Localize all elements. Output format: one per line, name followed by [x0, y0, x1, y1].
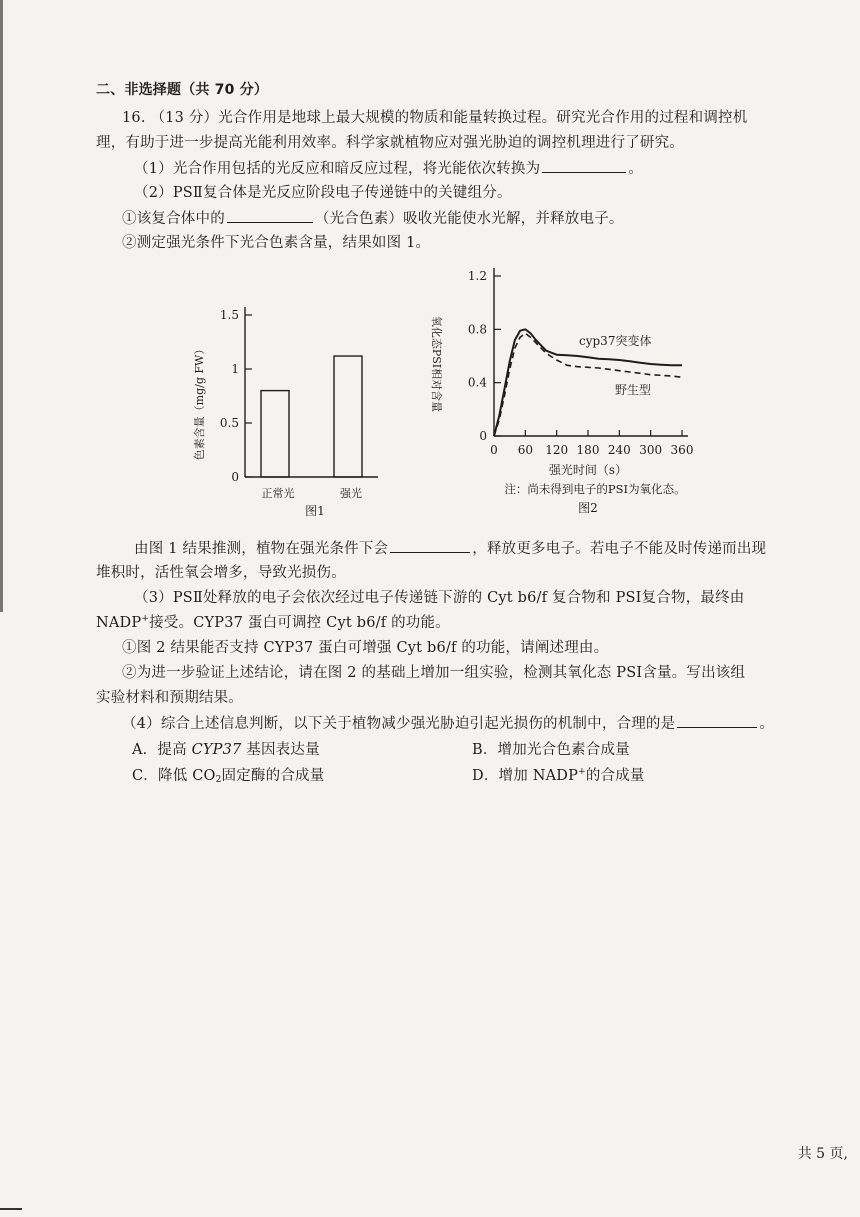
answer-blank-1[interactable] [542, 158, 626, 173]
q16-part2-sub1 [122, 208, 624, 229]
option-a-suffix: 基因表达量 [241, 742, 320, 758]
fig1-y-tick-label: 0.5 [219, 416, 239, 430]
q16-intro-line-2: 理，有助于进一步提高光能利用效率。科学家就植物应对强光胁迫的调控机理进行了研究。 [96, 135, 684, 151]
fig1-category-label: 正常光 [261, 487, 295, 500]
nadp-text: NADP [96, 615, 142, 631]
option-d[interactable] [472, 766, 645, 786]
q16-part3-line-2 [96, 613, 450, 633]
q16-part3-question-1: ①图 2 结果能否支持 CYP37 蛋白可增强 Cyt b6/f 的功能，请阐述理由。 [122, 640, 609, 656]
fig2-x-tick-label: 180 [576, 443, 600, 457]
fig1-y-tick-label: 1.5 [219, 308, 239, 322]
fig2-x-tick-label: 240 [607, 443, 631, 457]
fig2-x-tick-label: 60 [517, 443, 533, 457]
fig1-y-axis-label: 色素含量（mg/g FW） [193, 343, 206, 461]
fig2-y-tick-label: 0.8 [467, 322, 487, 337]
option-d-suffix: 的合成量 [585, 768, 645, 784]
fig1-labels [192, 308, 362, 518]
q16-part1 [134, 158, 643, 179]
option-a-gene: CYP37 [191, 742, 242, 758]
q16-after-fig-text: 由图 1 结果推测，植物在强光条件下会 [134, 541, 389, 557]
fig2-x-tick-label: 300 [639, 443, 663, 457]
q16-intro-line-1: 16. （13 分）光合作用是地球上最大规模的物质和能量转换过程。研究光合作用的过程和调控机 [122, 110, 748, 126]
q16-part4 [122, 713, 774, 734]
q16-after-fig-line-1 [134, 538, 766, 559]
section-title: 二、非选择题（共 70 分） [96, 82, 269, 98]
q16-part3-question-2a: ②为进一步验证上述结论，请在图 2 的基础上增加一组实验，检测其氧化态 PSⅠ含量。写出该组 [122, 665, 746, 681]
fig2-caption: 图2 [578, 501, 598, 515]
q16-part4-end: 。 [759, 716, 775, 732]
fig2-x-axis-label: 强光时间（s） [548, 463, 628, 477]
fig1-y-tick-label: 1 [231, 362, 239, 376]
option-c-suffix: 固定酶的合成量 [221, 768, 325, 784]
q16-after-fig-text-2: ，释放更多电子。若电子不能及时传递而出现 [472, 541, 767, 557]
answer-blank-4[interactable] [677, 713, 757, 728]
fig1-category-label: 强光 [340, 487, 362, 500]
option-c[interactable] [132, 766, 324, 786]
answer-blank-2[interactable] [227, 208, 313, 223]
q16-part3-question-2b: 实验材料和预期结果。 [96, 690, 243, 706]
option-c-sub: 2 [215, 775, 222, 785]
fig2-y-tick-label: 0 [479, 429, 487, 443]
q16-part2: （2）PSⅡ复合体是光反应阶段电子传递链中的关键组分。 [134, 185, 512, 201]
fig2-y-axis-label: 氧化态PSⅠ相对含量 [430, 315, 443, 413]
q16-part1-text: （1）光合作用包括的光反应和暗反应过程，将光能依次转换为 [134, 161, 541, 177]
figure-2-line-chart [405, 262, 785, 524]
q16-part2-sub2: ②测定强光条件下光合色素含量，结果如图 1。 [122, 235, 431, 251]
fig1-y-tick-label: 0 [231, 470, 239, 484]
q16-after-fig-line-2: 堆积时，活性氧会增多，导致光损伤。 [96, 565, 346, 581]
fig1-bar [261, 391, 289, 477]
q16-part3-line-1: （3）PSⅡ处释放的电子会依次经过电子传递链下游的 Cyt b6/f 复合物和 PSⅠ复合物，最终由 [134, 590, 745, 606]
fig2-x-tick-label: 120 [545, 443, 569, 457]
fig2-note: 注：尚未得到电子的PSⅠ为氧化态。 [504, 482, 686, 496]
fig1-caption: 图1 [305, 504, 325, 518]
q16-part1-end: 。 [628, 161, 644, 177]
q16-part3-line-2-text: 接受。CYP37 蛋白可调控 Cyt b6/f 的功能。 [149, 615, 450, 631]
option-d-prefix: D．增加 NADP [472, 768, 579, 784]
fig2-x-tick-label: 0 [490, 443, 498, 457]
option-a[interactable] [132, 740, 320, 760]
fig2-series-line-2 [494, 333, 682, 436]
fig2-y-tick-label: 1.2 [467, 269, 487, 283]
q16-part2-sub1-text: ①该复合体中的 [122, 211, 225, 227]
option-c-prefix: C．降低 CO [132, 768, 216, 784]
option-a-prefix: A．提高 [132, 742, 192, 758]
fig2-labels [430, 269, 693, 515]
answer-blank-3[interactable] [390, 538, 470, 553]
q16-part2-sub1-end: （光合色素）吸收光能使水光解，并释放电子。 [314, 211, 624, 227]
fig1-bars [261, 356, 362, 477]
option-b[interactable]: B．增加光合色素合成量 [472, 742, 630, 758]
fig2-y-tick-label: 0.4 [467, 375, 487, 390]
fig2-series-label-2: 野生型 [615, 383, 652, 397]
figure-1-bar-chart [180, 300, 400, 525]
nadp-sup: + [141, 614, 150, 624]
option-d-sup: + [578, 767, 586, 777]
fig1-axes [245, 307, 378, 477]
page-footer: 共 5 页, [797, 1146, 848, 1162]
fig2-x-tick-label: 360 [670, 443, 694, 457]
q16-part4-text: （4）综合上述信息判断，以下关于植物减少强光胁迫引起光损伤的机制中，合理的是 [122, 716, 676, 732]
fig2-series-label-1: cyp37突变体 [579, 334, 652, 348]
fig1-bar [334, 356, 362, 477]
fig2-axes [494, 268, 688, 436]
